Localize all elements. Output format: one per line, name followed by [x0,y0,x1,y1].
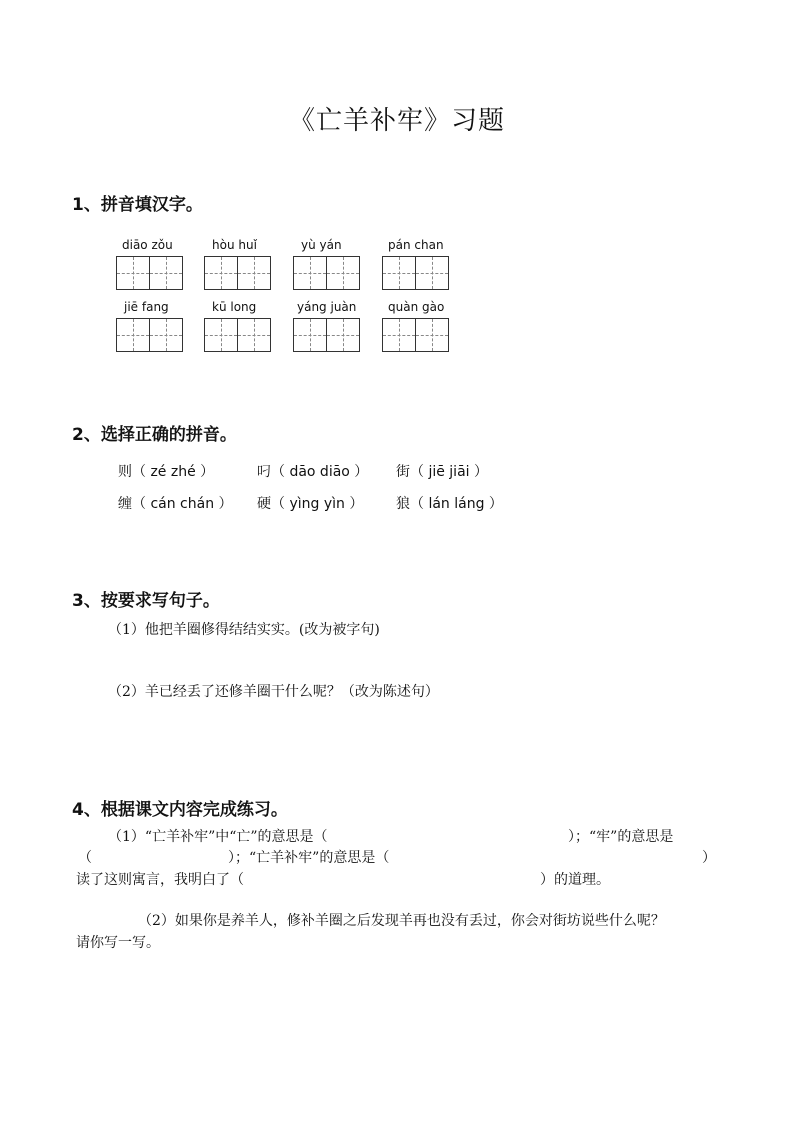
pinyin-choice[interactable]: 缠（ cán chán ） [118,496,233,512]
pinyin-choice[interactable]: 狼（ lán láng ） [396,496,503,512]
character-boxes[interactable] [293,256,360,290]
question-4-1-line3a: 读了这则寓言，我明白了（ [76,872,244,888]
pinyin-label: jiē fang [124,300,169,314]
pinyin-label: yáng juàn [297,300,357,314]
pinyin-label: diāo zǒu [122,238,173,252]
pinyin-choice[interactable]: 则（ zé zhé ） [118,464,215,480]
character-boxes[interactable] [204,318,271,352]
section-4-heading: 4、根据课文内容完成练习。 [72,800,288,820]
character-boxes[interactable] [116,256,183,290]
question-3-1: （1）他把羊圈修得结结实实。(改为被字句) [108,622,380,638]
question-4-2-line1: （2）如果你是养羊人，修补羊圈之后发现羊再也没有丢过，你会对街坊说些什么呢？ [138,913,665,929]
pinyin-choice[interactable]: 叼（ dāo diāo ） [257,464,369,480]
question-4-1-line1a: （1）“亡羊补牢”中“亡”的意思是（ [108,829,328,845]
pinyin-label: yù yán [301,238,342,252]
question-4-1-line2a: （ [78,850,92,866]
pinyin-label: hòu huǐ [212,238,257,252]
question-4-1-line2b: ）；“亡羊补牢”的意思是（ [228,850,390,866]
section-2-heading: 2、选择正确的拼音。 [72,425,237,445]
question-4-1-line3b: ）的道理。 [540,872,610,888]
character-boxes[interactable] [382,256,449,290]
pinyin-label: pán chan [388,238,444,252]
character-boxes[interactable] [293,318,360,352]
section-3-heading: 3、按要求写句子。 [72,591,220,611]
pinyin-choice[interactable]: 硬（ yìng yìn ） [257,496,364,512]
pinyin-label: quàn gào [388,300,445,314]
character-boxes[interactable] [382,318,449,352]
question-4-2-line2: 请你写一写。 [76,935,160,951]
pinyin-label: kū long [212,300,257,314]
question-3-2: （2）羊已经丢了还修羊圈干什么呢？（改为陈述句） [108,684,439,700]
question-4-1-line1b: ）；“牢”的意思是 [568,829,674,845]
character-boxes[interactable] [204,256,271,290]
section-1-heading: 1、拼音填汉字。 [72,195,203,215]
page-title: 《亡羊补牢》习题 [288,106,505,136]
pinyin-choice[interactable]: 街（ jiē jiāi ） [396,464,488,480]
question-4-1-line2c: ） [702,850,716,866]
character-boxes[interactable] [116,318,183,352]
